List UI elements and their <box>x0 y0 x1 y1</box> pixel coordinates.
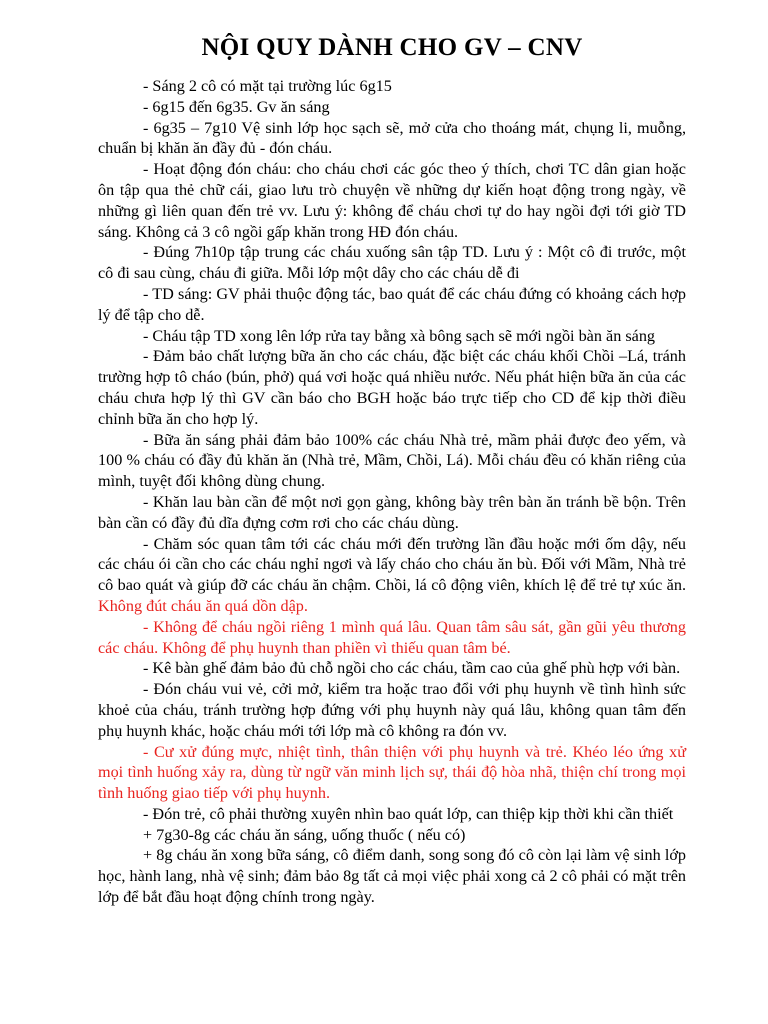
rule-paragraph: - Bữa ăn sáng phải đảm bảo 100% các cháu Nhà trẻ, mầm phải được đeo yếm, và 100 % cháu có đầy đủ khăn ăn (Nhà trẻ, Mầm, Chồi, Lá). Mỗi cháu đều có khăn riêng của mình, tuyệt đối không dùng chung. <box>98 430 686 491</box>
rule-paragraph: - Khăn lau bàn cần để một nơi gọn gàng, không bày trên bàn ăn tránh bề bộn. Trên bàn cần có đầy đủ dĩa đựng cơm rơi cho các cháu dùng. <box>98 492 686 532</box>
document-page <box>98 34 686 908</box>
rule-paragraph-red: - Cư xử đúng mực, nhiệt tình, thân thiện với phụ huynh và trẻ. Khéo léo ứng xử mọi tình huống xảy ra, dùng từ ngữ văn minh lịch sự, thái độ hòa nhã, thiện chí trong mọi tình huống giao tiếp với phụ huynh. <box>98 742 686 803</box>
rule-paragraph: - 6g35 – 7g10 Vệ sinh lớp học sạch sẽ, mở cửa cho thoáng mát, chụng li, muỗng, chuẩn bị khăn ăn đầy đủ - đón cháu. <box>98 118 686 158</box>
rule-paragraph: + 8g cháu ăn xong bữa sáng, cô điểm danh, song song đó cô còn lại làm vệ sinh lớp học, hành lang, nhà vệ sinh; đảm bảo 8g tất cả mọi việc phải xong cả 2 cô phải có mặt trên lớp để bắt đầu hoạt động chính trong ngày. <box>98 846 686 907</box>
rule-paragraph: - Đón cháu vui vẻ, cởi mở, kiểm tra hoặc trao đổi với phụ huynh về tình hình sức khoẻ của cháu, tránh trường hợp đứng với phụ huynh này quá lâu, không quan tâm đến phụ huynh khác, hoặc cháu mới tới lớp mà cô không ra đón vv. <box>98 680 686 740</box>
rule-paragraph: - 6g15 đến 6g35. Gv ăn sáng <box>143 97 330 116</box>
rule-paragraph: - TD sáng: GV phải thuộc động tác, bao quát để các cháu đứng có khoảng cách hợp lý để tập cho dễ. <box>98 284 686 324</box>
rule-paragraph: - Hoạt động đón cháu: cho cháu chơi các góc theo ý thích, chơi TC dân gian hoặc ôn tập qua thẻ chữ cái, giao lưu trò chuyện về những dự kiến hoạt động trong ngày, về những gì liên quan đến trẻ vv. Lưu ý: không để cháu chơi tự do hay ngồi đợi tới giờ TD sáng. Không cả 3 cô ngồi gấp khăn trong HĐ đón cháu. <box>98 160 686 241</box>
rule-paragraph: - Chăm sóc quan tâm tới các cháu mới đến trường lần đầu hoặc mới ốm dậy, nếu các cháu ói cần cho các cháu nghỉ ngơi và lấy cháo cho cháu ăn bù. Đối với Mầm, Nhà trẻ cô bao quát và giúp đỡ các cháu ăn chậm. Chồi, lá cô động viên, khích lệ để trẻ tự xúc ăn. Không đút cháu ăn quá dồn dập. <box>98 534 686 615</box>
rule-paragraph: - Đón trẻ, cô phải thường xuyên nhìn bao quát lớp, can thiệp kịp thời khi cần thiết <box>143 804 674 823</box>
document-title: NỘI QUY DÀNH CHO GV – CNV <box>201 34 583 61</box>
rule-paragraph: - Đảm bảo chất lượng bữa ăn cho các cháu, đặc biệt các cháu khối Chồi –Lá, tránh trường hợp tô cháo (bún, phở) quá vơi hoặc quá nhiều nước. Nếu phát hiện bữa ăn của các cháu chưa hợp lý thì GV cần báo cho BGH hoặc báo trực tiếp cho CD để kịp thời điều chỉnh bữa ăn cho hợp lý. <box>98 347 686 428</box>
rule-paragraph: - Sáng 2 cô có mặt tại trường lúc 6g15 <box>143 77 392 95</box>
red-emphasis-text: Không đút cháu ăn quá dồn dập. <box>98 596 308 615</box>
rule-paragraph-red: - Không để cháu ngồi riêng 1 mình quá lâu. Quan tâm sâu sát, gần gũi yêu thương các cháu. Không để phụ huynh than phiền vì thiếu quan tâm bé. <box>98 617 686 657</box>
rule-paragraph: + 7g30-8g các cháu ăn sáng, uống thuốc ( nếu có) <box>143 825 466 844</box>
rule-paragraph: - Kê bàn ghế đảm bảo đủ chỗ ngồi cho các cháu, tầm cao của ghế phù hợp với bàn. <box>143 659 681 678</box>
rule-paragraph: - Đúng 7h10p tập trung các cháu xuống sân tập TD. Lưu ý : Một cô đi trước, một cô đi sau cùng, cháu đi giữa. Mỗi lớp một dây cho các cháu dễ đi <box>98 243 686 283</box>
rule-paragraph: - Cháu tập TD xong lên lớp rửa tay bằng xà bông sạch sẽ mới ngồi bàn ăn sáng <box>143 326 656 345</box>
